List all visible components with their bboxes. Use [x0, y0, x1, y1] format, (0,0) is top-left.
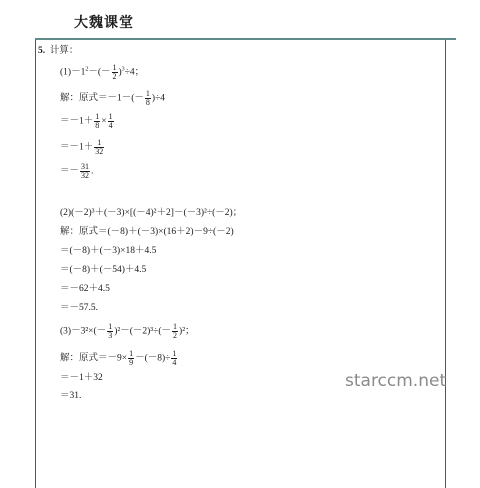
- p3-step-3: ＝31.: [60, 391, 82, 401]
- p1-s1-b: )÷4: [151, 93, 166, 104]
- p1-question: $(1)-1^2-(-$ $\frac{1}{2}$ )$^3$÷4；: [60, 63, 145, 81]
- p3-s1-b: －(－8)÷: [135, 353, 171, 364]
- fraction: $\frac{1}{2}$: [173, 322, 178, 340]
- p2-step-4: ＝－62＋4.5: [60, 284, 110, 294]
- problem-instruction: 计算：: [49, 46, 79, 56]
- p2-step-2: ＝(－8)＋(－3)×18＋4.5: [60, 246, 157, 256]
- p1-q-d: ÷4；: [124, 67, 145, 78]
- p1-s4-a: ＝－: [60, 166, 80, 177]
- p1-step-3: [60, 139, 105, 156]
- p1-s1-a: 解：原式＝－1－(－: [60, 93, 144, 104]
- problem-number: 5.: [38, 46, 46, 56]
- brand-title: 大魏课堂: [74, 15, 134, 31]
- p3-q-b: )²－(－2)³÷(－: [114, 326, 172, 337]
- p1-step-2: [60, 113, 115, 130]
- p1-step-1: [60, 90, 165, 107]
- p1-s2-b: ×: [101, 116, 107, 127]
- p1-q-c: ): [118, 67, 122, 78]
- p3-q-a: (3)－3²×(－: [60, 326, 107, 337]
- p1-s4-b: .: [91, 166, 94, 177]
- p3-q-c: )²；: [179, 326, 195, 337]
- fraction: $\frac{1}{3}$: [108, 322, 113, 340]
- p1-s2-a: ＝－1＋: [60, 116, 94, 127]
- p2-step-1: 解：原式＝(－8)＋(－3)×(16＋2)－9÷(－2): [60, 227, 234, 237]
- fraction: $\frac{1}{8}$: [145, 89, 150, 107]
- watermark: starccm.net: [345, 371, 447, 391]
- p3-s1-a: 解：原式＝－9×: [60, 353, 128, 364]
- p1-q-b: －(－: [88, 67, 111, 78]
- fraction: $\frac{1}{9}$: [129, 349, 134, 367]
- fraction: $\frac{1}{8}$: [95, 112, 100, 130]
- p2-step-3: ＝(－8)＋(－54)＋4.5: [60, 265, 147, 275]
- p2-step-5: ＝－57.5.: [60, 303, 99, 313]
- p1-q-a: (1)－1: [60, 67, 86, 78]
- p3-step-2: ＝－1＋32: [60, 373, 103, 383]
- fraction: $\frac{1}{4}$: [172, 349, 177, 367]
- header-rule: [35, 38, 456, 40]
- fraction: $\frac{31}{32}$: [81, 162, 90, 180]
- p3-step-1: [60, 350, 178, 367]
- fraction: $\frac{1}{32}$: [95, 138, 104, 156]
- p1-s3-a: ＝－1＋: [60, 142, 94, 153]
- fraction: $\frac{1}{4}$: [108, 112, 113, 130]
- fraction: $\frac{1}{2}$: [112, 63, 117, 81]
- p3-question: [60, 323, 195, 340]
- p2-question: (2)(－2)³＋(－3)×[(－4)²＋2]－(－3)²÷(－2)；: [60, 208, 243, 218]
- problem-heading: [38, 42, 78, 56]
- p1-step-4: [60, 163, 93, 180]
